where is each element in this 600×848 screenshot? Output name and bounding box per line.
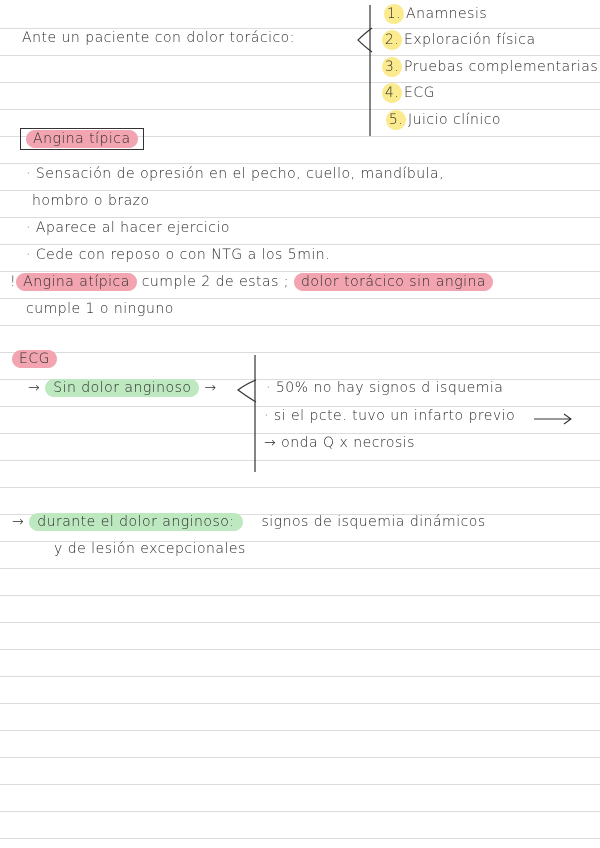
angina-tipica-bullet-1: · Sensación de opresión en el pecho, cuello, mandíbula, [26,166,445,182]
step-5-label: Juicio clínico [408,112,501,128]
step-3-number: 3. [382,57,402,77]
arrow-right-icon: → [204,380,217,396]
arrow-right-icon: → [12,514,25,530]
angina-tipica-box [20,128,144,150]
angina-tipica-bullet-3: · Cede con reposo o con NTG a los 5min. [26,247,331,263]
ecg-brace-tip [238,380,256,402]
sin-dolor-anginoso: Sin dolor anginoso [45,379,199,397]
step-5-number: 5. [386,110,406,130]
angina-atipica-line [10,274,493,290]
step-1 [384,4,487,24]
ecg-item-3: → onda Q x necrosis [264,435,415,451]
angina-atipica-title: Angina atípica [16,273,137,291]
step-5 [386,110,501,130]
dolor-sin-angina-text: cumple 1 o ninguno [26,301,174,317]
arrow-right-icon: → [28,380,41,396]
ecg-item-2: · si el pcte. tuvo un infarto previo [264,408,516,424]
step-4-number: 4. [382,83,402,103]
step-3-label: Pruebas complementarias [404,59,599,75]
step-2-number: 2. [382,30,402,50]
ecg-sin-dolor-line [28,380,217,396]
step-3 [382,57,598,77]
ecg-heading [12,351,57,367]
intro-lead: Ante un paciente con dolor torácico: [22,30,295,46]
durante-text-2: y de lesión excepcionales [54,541,246,557]
durante-highlight: durante el dolor anginoso: [29,513,242,531]
step-1-label: Anamnesis [406,6,488,22]
durante-text: signos de isquemia dinámicos [261,514,486,530]
angina-tipica-title: Angina típica [26,130,138,148]
ecg-item-1: · 50% no hay signos d isquemia [266,380,504,396]
ecg-title: ECG [12,350,57,368]
angina-tipica-heading [20,131,144,147]
angina-atipica-text: cumple 2 de estas ; [141,274,290,290]
step-1-number: 1. [384,4,404,24]
angina-tipica-bullet-2: · Aparece al hacer ejercicio [26,220,230,236]
warning-mark: ! [10,274,17,290]
step-2 [382,30,536,50]
angina-tipica-bullet-1-cont: hombro o brazo [32,193,150,209]
arrow-right-icon [534,414,571,424]
step-2-label: Exploración física [404,32,536,48]
durante-line [12,514,486,530]
dolor-sin-angina-title: dolor torácico sin angina [294,273,493,291]
step-4-label: ECG [404,85,435,101]
step-4 [382,83,435,103]
